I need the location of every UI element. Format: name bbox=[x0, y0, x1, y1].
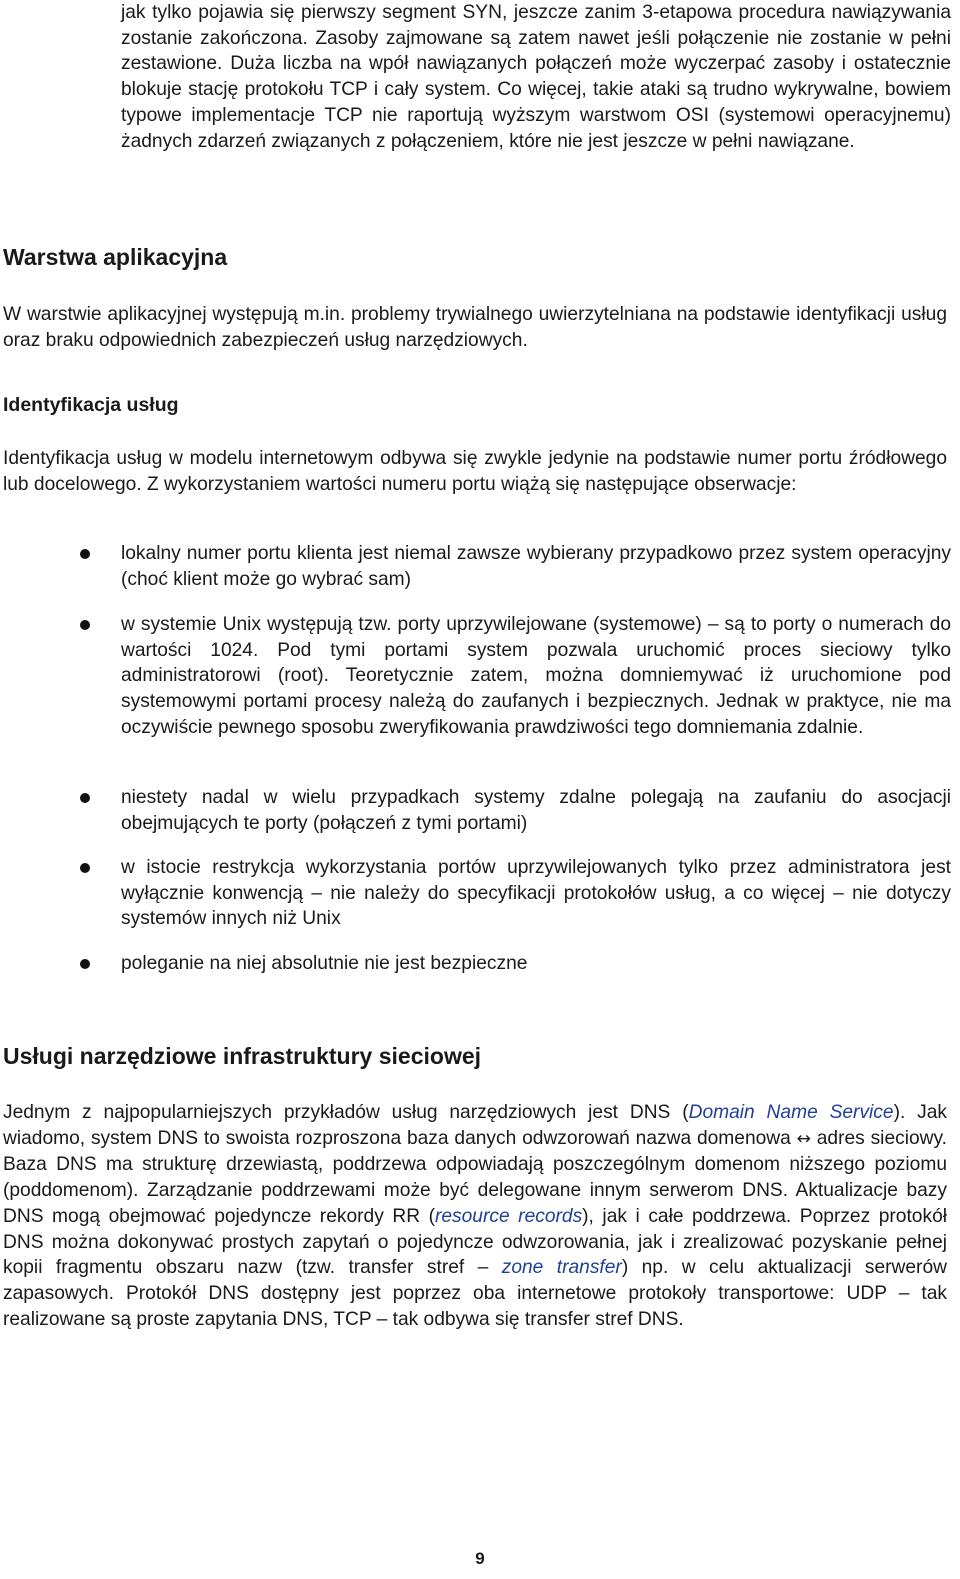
bullet-icon bbox=[80, 549, 90, 559]
dns-text: ). Jak wiadomo, system DNS to swoista rozproszona baza danych odwzorowań nazwa domenowa bbox=[3, 1102, 948, 1149]
term-domain-name-service: Domain Name Service bbox=[688, 1102, 894, 1123]
list-item: w systemie Unix występują tzw. porty uprzywilejowane (systemowe) – są to porty o numerach do wartości 1024. Pod tymi portami system pozwala uruchomić proces sieciowy tylko administratorowi (root). Teoretycznie zatem, można domniemywać iż uruchomione pod systemowymi portami procesy należą do zaufanych i bezpiecznych. Jednak w praktyce, nie ma oczywiście pewnego sposobu zweryfikowania prawdziwości tego domniemania zdalnie. bbox=[121, 614, 951, 738]
page-number: 9 bbox=[475, 1549, 485, 1568]
bullet-icon bbox=[80, 863, 90, 873]
dns-text: ), jak i całe poddrzewa. Poprzez protokół DNS można dokonywać prostych zapytań o pojedyncze odwzorowania, jak i zrealizować pozyskanie pełnej kopii fragmentu obszaru nazw (tzw. transfer stref – bbox=[3, 1205, 947, 1279]
bidirectional-arrow-icon: ↔ bbox=[796, 1128, 811, 1149]
section-title-service-identification: Identyfikacja usług bbox=[3, 394, 179, 416]
intro-paragraph: jak tylko pojawia się pierwszy segment SYN, jeszcze zanim 3-etapowa procedura nawiązywania zostanie zakończona. Zasoby zajmowane są zatem nawet jeśli połączenie nie zostanie w pełni zestawione. Duża liczba na wpół nawiązanych połączeń może wyczerpać zasoby i ostatecznie blokuje stację protokołu TCP i cały system. Co więcej, takie ataki są trudno wykrywalne, bowiem typowe implementacje TCP nie raportują wyższym warstwom OSI (systemowi operacyjnemu) żadnych zdarzeń związanych z połączeniem, które nie jest jeszcze w pełni nawiązane. bbox=[121, 2, 951, 152]
section-title-application-layer: Warstwa aplikacyjna bbox=[3, 244, 228, 270]
dns-text: ) np. w celu aktualizacji serwerów zapasowych. Protokół DNS dostępny jest poprzez oba internetowe protokoły transportowe: UDP – tak realizowane są proste zapytania DNS, TCP – tak odbywa się transfer stref DNS. bbox=[3, 1257, 947, 1330]
application-layer-paragraph: W warstwie aplikacyjnej występują m.in. problemy trywialnego uwierzytelniana na podstawie identyfikacji usług oraz braku odpowiednich zabezpieczeń usług narzędziowych. bbox=[3, 304, 947, 351]
bullet-icon bbox=[80, 959, 90, 969]
section-title-network-infrastructure-services: Usługi narzędziowe infrastruktury sieciowej bbox=[3, 1043, 482, 1069]
list-item: niestety nadal w wielu przypadkach systemy zdalne polegają na zaufaniu do asocjacji obejmujących te porty (połączeń z tymi portami) bbox=[121, 787, 951, 834]
service-identification-paragraph: Identyfikacja usług w modelu internetowym odbywa się zwykle jedynie na podstawie numer portu źródłowego lub docelowego. Z wykorzystaniem wartości numeru portu wiążą się następujące obserwacje: bbox=[3, 448, 947, 495]
list-item: lokalny numer portu klienta jest niemal zawsze wybierany przypadkowo przez system operacyjny (choć klient może go wybrać sam) bbox=[121, 543, 951, 590]
bullet-icon bbox=[80, 620, 90, 630]
list-item: poleganie na niej absolutnie nie jest bezpieczne bbox=[121, 953, 528, 974]
dns-paragraph bbox=[3, 1100, 947, 1332]
bullet-icon bbox=[80, 793, 90, 803]
term-zone-transfer: zone transfer bbox=[501, 1257, 622, 1279]
dns-text: Jednym z najpopularniejszych przykładów usług narzędziowych jest DNS ( bbox=[3, 1102, 689, 1123]
dns-text: adres sieciowy. Baza DNS ma strukturę drzewiastą, poddrzewa odpowiadają poszczególnym domenom niższego poziomu (poddomenom). Zarządzanie poddrzewami może być delegowane innym serwerom DNS. Aktualizacje bazy DNS mogą obejmować pojedyncze rekordy RR ( bbox=[3, 1127, 947, 1227]
term-resource-records: resource records bbox=[434, 1205, 583, 1227]
list-item: w istocie restrykcja wykorzystania portów uprzywilejowanych tylko przez administratora jest wyłącznie konwencją – nie należy do specyfikacji protokołów usług, a co więcej – nie dotyczy systemów innych niż Unix bbox=[121, 857, 951, 930]
